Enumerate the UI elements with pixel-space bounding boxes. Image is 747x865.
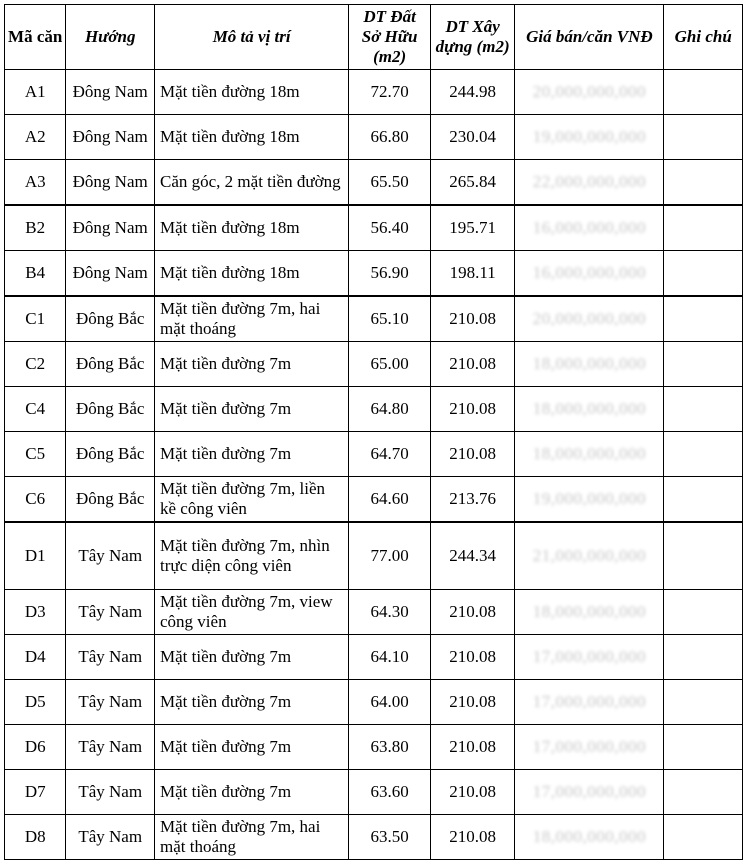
cell-price-blurred: 21,000,000,000 — [515, 522, 664, 590]
cell-price-blurred: 17,000,000,000 — [515, 635, 664, 680]
cell-description: Mặt tiền đường 7m — [155, 770, 349, 815]
cell-build-area: 198.11 — [430, 251, 515, 297]
cell-code: D7 — [5, 770, 66, 815]
cell-land-area: 64.70 — [349, 432, 431, 477]
header-direction: Hướng — [66, 5, 155, 70]
cell-description: Mặt tiền đường 7m — [155, 342, 349, 387]
cell-land-area: 56.90 — [349, 251, 431, 297]
header-land-area: DT Đất Sở Hữu (m2) — [349, 5, 431, 70]
cell-price-blurred: 17,000,000,000 — [515, 680, 664, 725]
cell-build-area: 210.08 — [430, 680, 515, 725]
cell-direction: Đông Nam — [66, 205, 155, 251]
cell-direction: Đông Nam — [66, 251, 155, 297]
cell-description: Mặt tiền đường 7m — [155, 635, 349, 680]
price-table — [4, 4, 743, 860]
cell-build-area: 195.71 — [430, 205, 515, 251]
cell-code: B2 — [5, 205, 66, 251]
cell-price-blurred: 18,000,000,000 — [515, 387, 664, 432]
cell-direction: Tây Nam — [66, 680, 155, 725]
table-row — [5, 770, 743, 815]
cell-description: Mặt tiền đường 7m, hai mặt thoáng — [155, 815, 349, 860]
cell-code: B4 — [5, 251, 66, 297]
cell-note — [664, 725, 743, 770]
cell-price-blurred: 17,000,000,000 — [515, 725, 664, 770]
cell-price-blurred: 19,000,000,000 — [515, 115, 664, 160]
cell-code: C5 — [5, 432, 66, 477]
cell-note — [664, 205, 743, 251]
cell-land-area: 64.00 — [349, 680, 431, 725]
cell-build-area: 244.98 — [430, 70, 515, 115]
cell-build-area: 213.76 — [430, 477, 515, 523]
cell-note — [664, 635, 743, 680]
cell-note — [664, 815, 743, 860]
cell-direction: Tây Nam — [66, 770, 155, 815]
cell-price-blurred: 20,000,000,000 — [515, 296, 664, 342]
cell-build-area: 210.08 — [430, 387, 515, 432]
cell-description: Mặt tiền đường 7m — [155, 387, 349, 432]
cell-description: Mặt tiền đường 7m, nhìn trực diện công viên — [155, 522, 349, 590]
cell-price-blurred: 17,000,000,000 — [515, 770, 664, 815]
cell-direction: Tây Nam — [66, 635, 155, 680]
cell-description: Mặt tiền đường 18m — [155, 251, 349, 297]
cell-code: C2 — [5, 342, 66, 387]
cell-description: Mặt tiền đường 18m — [155, 70, 349, 115]
table-row — [5, 522, 743, 590]
table-row — [5, 725, 743, 770]
cell-direction: Tây Nam — [66, 725, 155, 770]
cell-price-blurred: 18,000,000,000 — [515, 432, 664, 477]
cell-build-area: 210.08 — [430, 635, 515, 680]
cell-land-area: 64.30 — [349, 590, 431, 635]
cell-direction: Đông Bắc — [66, 296, 155, 342]
cell-description: Căn góc, 2 mặt tiền đường — [155, 160, 349, 206]
header-code: Mã căn — [5, 5, 66, 70]
cell-price-blurred: 22,000,000,000 — [515, 160, 664, 206]
cell-code: D4 — [5, 635, 66, 680]
cell-land-area: 66.80 — [349, 115, 431, 160]
cell-land-area: 65.50 — [349, 160, 431, 206]
cell-build-area: 210.08 — [430, 770, 515, 815]
cell-direction: Đông Nam — [66, 160, 155, 206]
cell-direction: Đông Bắc — [66, 477, 155, 523]
table-row — [5, 115, 743, 160]
table-row — [5, 477, 743, 523]
cell-land-area: 77.00 — [349, 522, 431, 590]
cell-direction: Tây Nam — [66, 815, 155, 860]
table-row — [5, 432, 743, 477]
cell-direction: Đông Bắc — [66, 432, 155, 477]
cell-code: D5 — [5, 680, 66, 725]
cell-direction: Đông Bắc — [66, 387, 155, 432]
cell-note — [664, 251, 743, 297]
cell-price-blurred: 18,000,000,000 — [515, 342, 664, 387]
table-row — [5, 205, 743, 251]
cell-note — [664, 342, 743, 387]
table-row — [5, 251, 743, 297]
cell-price-blurred: 20,000,000,000 — [515, 70, 664, 115]
cell-direction: Tây Nam — [66, 522, 155, 590]
cell-description: Mặt tiền đường 7m, liền kề công viên — [155, 477, 349, 523]
cell-price-blurred: 18,000,000,000 — [515, 590, 664, 635]
cell-note — [664, 387, 743, 432]
header-price: Giá bán/căn VNĐ — [515, 5, 664, 70]
cell-description: Mặt tiền đường 18m — [155, 115, 349, 160]
cell-build-area: 230.04 — [430, 115, 515, 160]
cell-note — [664, 680, 743, 725]
table-row — [5, 635, 743, 680]
table-row — [5, 680, 743, 725]
cell-description: Mặt tiền đường 7m — [155, 432, 349, 477]
cell-land-area: 64.10 — [349, 635, 431, 680]
cell-description: Mặt tiền đường 7m — [155, 725, 349, 770]
cell-note — [664, 477, 743, 523]
cell-price-blurred: 16,000,000,000 — [515, 251, 664, 297]
cell-build-area: 210.08 — [430, 815, 515, 860]
cell-build-area: 210.08 — [430, 432, 515, 477]
cell-direction: Tây Nam — [66, 590, 155, 635]
cell-price-blurred: 18,000,000,000 — [515, 815, 664, 860]
cell-code: A1 — [5, 70, 66, 115]
table-row — [5, 387, 743, 432]
cell-build-area: 265.84 — [430, 160, 515, 206]
cell-note — [664, 770, 743, 815]
cell-code: A3 — [5, 160, 66, 206]
cell-description: Mặt tiền đường 7m — [155, 680, 349, 725]
cell-land-area: 64.80 — [349, 387, 431, 432]
cell-build-area: 210.08 — [430, 590, 515, 635]
table-row — [5, 70, 743, 115]
cell-land-area: 65.00 — [349, 342, 431, 387]
cell-land-area: 63.60 — [349, 770, 431, 815]
cell-land-area: 56.40 — [349, 205, 431, 251]
cell-code: D6 — [5, 725, 66, 770]
cell-note — [664, 522, 743, 590]
table-row — [5, 342, 743, 387]
cell-description: Mặt tiền đường 7m, hai mặt thoáng — [155, 296, 349, 342]
cell-code: D3 — [5, 590, 66, 635]
cell-price-blurred: 16,000,000,000 — [515, 205, 664, 251]
table-row — [5, 815, 743, 860]
cell-note — [664, 160, 743, 206]
header-row — [5, 5, 743, 70]
cell-description: Mặt tiền đường 18m — [155, 205, 349, 251]
cell-code: C4 — [5, 387, 66, 432]
cell-code: D8 — [5, 815, 66, 860]
cell-code: C6 — [5, 477, 66, 523]
cell-land-area: 72.70 — [349, 70, 431, 115]
cell-land-area: 63.80 — [349, 725, 431, 770]
cell-note — [664, 432, 743, 477]
cell-note — [664, 590, 743, 635]
cell-direction: Đông Nam — [66, 70, 155, 115]
header-build-area: DT Xây dựng (m2) — [430, 5, 515, 70]
cell-direction: Đông Nam — [66, 115, 155, 160]
cell-code: C1 — [5, 296, 66, 342]
cell-build-area: 210.08 — [430, 342, 515, 387]
cell-land-area: 64.60 — [349, 477, 431, 523]
header-description: Mô tả vị trí — [155, 5, 349, 70]
cell-note — [664, 296, 743, 342]
cell-note — [664, 70, 743, 115]
cell-code: A2 — [5, 115, 66, 160]
table-row — [5, 296, 743, 342]
cell-description: Mặt tiền đường 7m, view công viên — [155, 590, 349, 635]
table-row — [5, 590, 743, 635]
table-row — [5, 160, 743, 206]
header-note: Ghi chú — [664, 5, 743, 70]
cell-price-blurred: 19,000,000,000 — [515, 477, 664, 523]
cell-note — [664, 115, 743, 160]
cell-land-area: 63.50 — [349, 815, 431, 860]
cell-code: D1 — [5, 522, 66, 590]
cell-build-area: 244.34 — [430, 522, 515, 590]
cell-build-area: 210.08 — [430, 725, 515, 770]
cell-land-area: 65.10 — [349, 296, 431, 342]
cell-build-area: 210.08 — [430, 296, 515, 342]
cell-direction: Đông Bắc — [66, 342, 155, 387]
